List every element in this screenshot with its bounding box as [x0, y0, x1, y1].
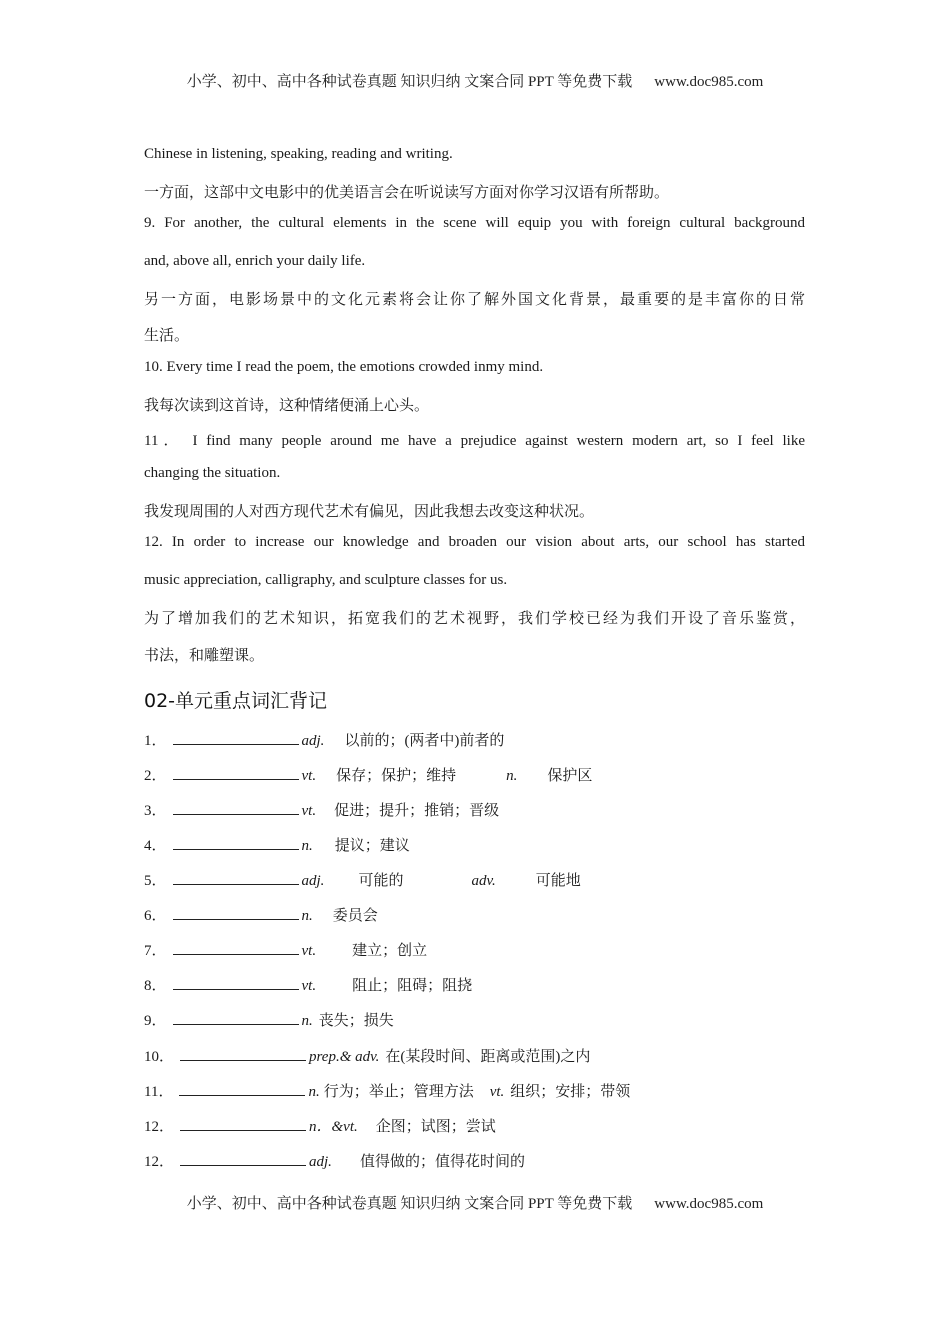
- vocab-item: [144, 904, 378, 925]
- section-heading: 02-单元重点词汇背记: [144, 690, 328, 712]
- vocab-item: [144, 799, 499, 820]
- answer-blank[interactable]: [173, 1010, 299, 1025]
- header-text: 小学、初中、高中各种试卷真题 知识归纳 文案合同 PPT 等免费下载: [186, 74, 633, 90]
- footer-site-link[interactable]: www.doc985.com: [654, 1196, 764, 1212]
- definition: 企图；试图；尝试: [375, 1119, 496, 1135]
- vocab-number: 10．: [144, 1049, 175, 1065]
- vocab-number: 12．: [144, 1119, 175, 1135]
- vocab-number: 3．: [144, 803, 167, 819]
- vocab-item: [144, 974, 472, 995]
- answer-blank[interactable]: [173, 765, 299, 780]
- sentence-line: music appreciation, calligraphy, and sculpture classes for us.: [144, 572, 508, 588]
- answer-blank[interactable]: [173, 835, 299, 850]
- definition: 委员会: [332, 908, 378, 924]
- header-site-link[interactable]: www.doc985.com: [654, 74, 764, 90]
- definition: 建立；创立: [352, 943, 428, 959]
- part-of-speech: adv.: [471, 873, 496, 889]
- vocab-item: [144, 1080, 630, 1101]
- part-of-speech: prep.& adv.: [309, 1049, 380, 1065]
- definition: 值得做的；值得花时间的: [359, 1154, 525, 1170]
- answer-blank[interactable]: [180, 1116, 306, 1131]
- vocab-number: 7．: [144, 943, 167, 959]
- vocab-item: [144, 1045, 590, 1066]
- answer-blank[interactable]: [180, 1151, 306, 1166]
- vocab-number: 6．: [144, 908, 167, 924]
- sentence-line: 10. Every time I read the poem, the emotions crowded inmy mind.: [144, 359, 544, 375]
- sentence-line: and, above all, enrich your daily life.: [144, 253, 366, 269]
- part-of-speech: n.: [308, 1084, 320, 1100]
- part-of-speech: n.: [301, 908, 313, 924]
- answer-blank[interactable]: [173, 975, 299, 990]
- part-of-speech: n.: [301, 838, 313, 854]
- sentence-line: 为了增加我们的艺术知识，拓宽我们的艺术视野，我们学校已经为我们开设了音乐鉴赏，: [144, 611, 805, 627]
- vocab-item: [144, 869, 581, 890]
- vocab-item: [144, 1150, 525, 1171]
- sentence-line: 另一方面，电影场景中的文化元素将会让你了解外国文化背景，最重要的是丰富你的日常: [144, 292, 805, 308]
- vocab-item: [144, 1115, 496, 1136]
- definition: 保存；保护；维持: [336, 768, 457, 784]
- part-of-speech: n.: [301, 1013, 313, 1029]
- answer-blank[interactable]: [180, 1046, 306, 1061]
- vocab-item: [144, 729, 504, 750]
- definition: 可能的: [358, 873, 404, 889]
- vocab-number: 4．: [144, 838, 167, 854]
- sentence-line: 书法，和雕塑课。: [144, 648, 265, 664]
- answer-blank[interactable]: [173, 905, 299, 920]
- sentence-line: 一方面，这部中文电影中的优美语言会在听说读写方面对你学习汉语有所帮助。: [144, 185, 670, 201]
- sentence-line: changing the situation.: [144, 465, 281, 481]
- part-of-speech: adj.: [301, 873, 325, 889]
- sentence-line: Chinese in listening, speaking, reading and writing.: [144, 146, 453, 162]
- answer-blank[interactable]: [173, 870, 299, 885]
- vocab-number: 12．: [144, 1154, 175, 1170]
- vocab-number: 9．: [144, 1013, 167, 1029]
- answer-blank[interactable]: [179, 1081, 305, 1096]
- answer-blank[interactable]: [173, 800, 299, 815]
- vocab-number: 1．: [144, 733, 167, 749]
- part-of-speech: n．&vt.: [309, 1119, 358, 1135]
- page-header: [0, 70, 950, 91]
- vocab-number: 2．: [144, 768, 167, 784]
- definition: 提议；建议: [334, 838, 410, 854]
- vocab-item: [144, 939, 427, 960]
- definition: 在(某段时间、距离或范围)之内: [385, 1049, 591, 1065]
- definition: 行为；举止；管理方法: [323, 1084, 474, 1100]
- definition: 以前的；(两者中)前者的: [344, 733, 505, 749]
- definition: 阻止；阻碍；阻挠: [352, 978, 473, 994]
- part-of-speech: adj.: [309, 1154, 332, 1170]
- answer-blank[interactable]: [173, 730, 299, 745]
- sentence-line: 9. For another, the cultural elements in the scene will equip you with foreign cultural background: [144, 215, 805, 231]
- vocab-number: 8．: [144, 978, 167, 994]
- sentence-line: 12. In order to increase our knowledge and broaden our vision about arts, our school has started: [144, 534, 805, 550]
- vocab-item: [144, 834, 410, 855]
- part-of-speech: vt.: [489, 1084, 505, 1100]
- vocab-item: [144, 764, 592, 785]
- part-of-speech: vt.: [301, 978, 317, 994]
- vocab-item: [144, 1009, 394, 1030]
- answer-blank[interactable]: [173, 940, 299, 955]
- definition: 保护区: [547, 768, 593, 784]
- definition: 丧失；损失: [318, 1013, 394, 1029]
- part-of-speech: adj.: [301, 733, 325, 749]
- definition: 可能地: [535, 873, 581, 889]
- definition: 促进；提升；推销；晋级: [334, 803, 500, 819]
- sentence-line: 生活。: [144, 328, 190, 344]
- part-of-speech: vt.: [301, 803, 317, 819]
- footer-text: 小学、初中、高中各种试卷真题 知识归纳 文案合同 PPT 等免费下载: [186, 1196, 633, 1212]
- part-of-speech: vt.: [301, 768, 317, 784]
- sentence-line: 我每次读到这首诗，这种情绪便涌上心头。: [144, 398, 430, 414]
- definition: 组织；安排；带领: [510, 1084, 631, 1100]
- vocab-number: 5．: [144, 873, 167, 889]
- page-footer: [0, 1192, 950, 1213]
- sentence-line: 我发现周围的人对西方现代艺术有偏见，因此我想去改变这种状况。: [144, 504, 595, 520]
- vocab-number: 11．: [144, 1084, 174, 1100]
- sentence-line: 11． I find many people around me have a prejudice against western modern art, so I feel like: [144, 433, 805, 449]
- part-of-speech: vt.: [301, 943, 317, 959]
- part-of-speech: n.: [506, 768, 518, 784]
